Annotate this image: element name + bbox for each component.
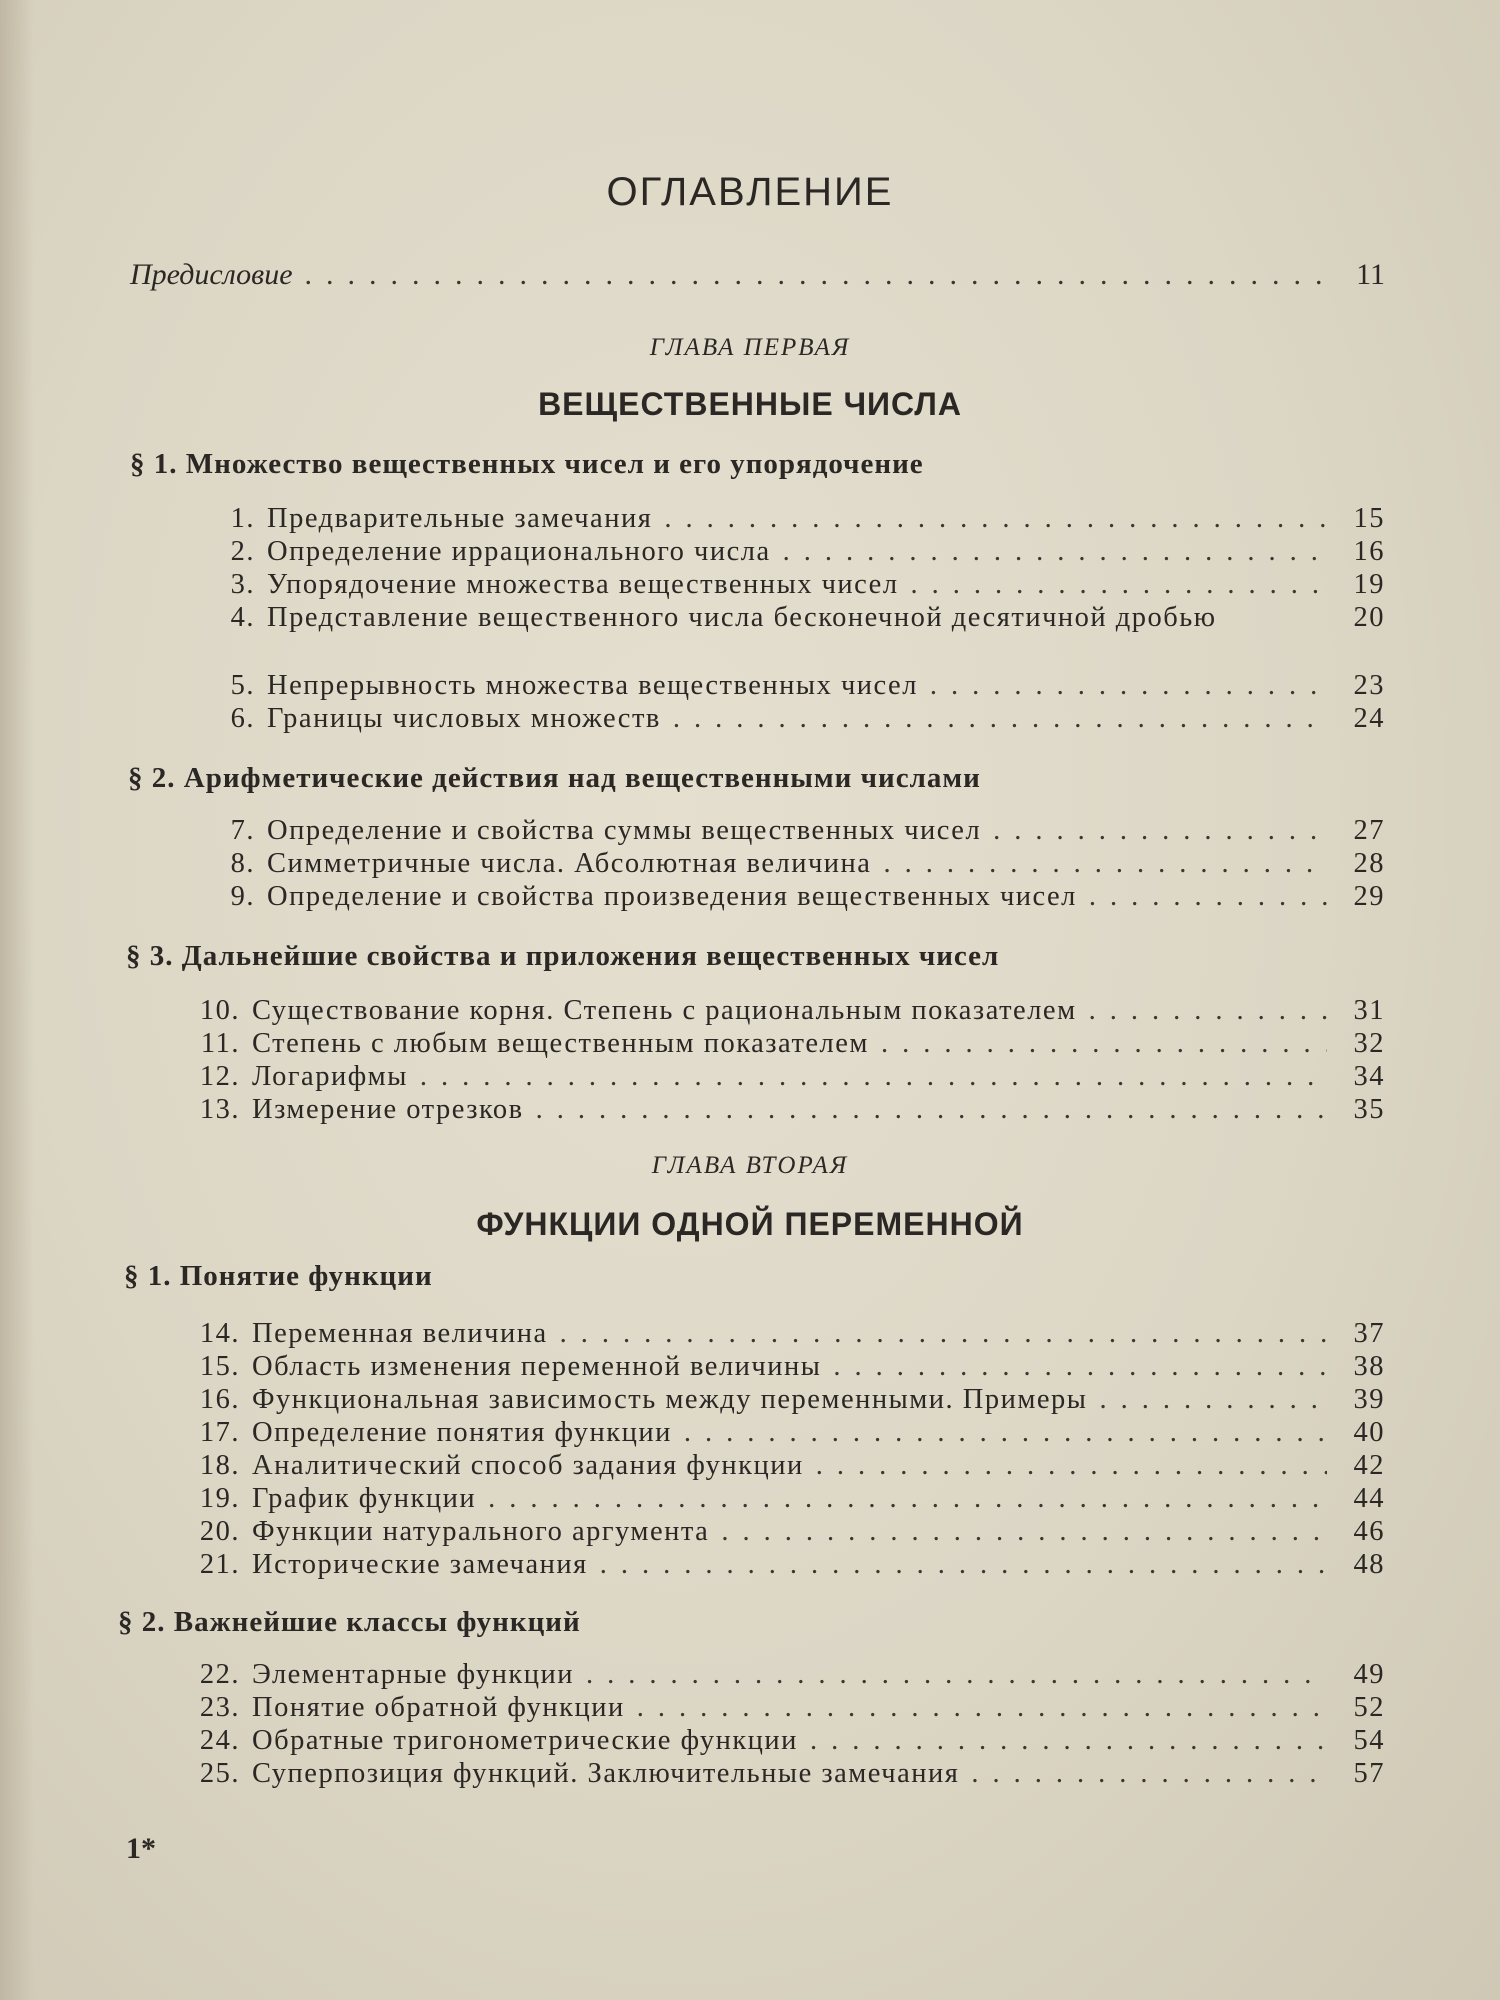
entry-text: Симметричные числа. Абсолютная величина xyxy=(267,848,872,879)
leader-dots xyxy=(881,1028,1327,1060)
leader-dots xyxy=(1089,995,1327,1027)
page-number: 49 xyxy=(1353,1659,1385,1690)
leader-dots xyxy=(816,1450,1327,1482)
toc-entry xyxy=(185,815,1385,847)
page-number: 52 xyxy=(1353,1692,1385,1723)
entry-text: Суперпозиция функций. Заключительные замечания xyxy=(252,1758,960,1789)
page-number: 11 xyxy=(1356,258,1385,291)
page-number: 19 xyxy=(1353,569,1385,600)
entry-text: Границы числовых множеств xyxy=(267,703,661,734)
page-number: 57 xyxy=(1353,1758,1385,1789)
signature-mark: 1* xyxy=(126,1832,156,1865)
leader-dots xyxy=(684,1417,1327,1449)
entry-number: 12. xyxy=(199,1061,240,1092)
entry-text: Понятие обратной функции xyxy=(252,1692,625,1723)
leader-dots xyxy=(1089,881,1327,913)
entry-text: Измерение отрезков xyxy=(252,1094,524,1125)
entry-text: Элементарные функции xyxy=(252,1659,574,1690)
toc-entry xyxy=(170,1450,1385,1482)
section-heading: § 2. Арифметические действия над вещественными числами xyxy=(128,762,981,794)
toc-entry-preface xyxy=(130,258,1385,292)
leader-dots xyxy=(810,1725,1327,1757)
chapter-title: ВЕЩЕСТВЕННЫЕ ЧИСЛА xyxy=(538,386,962,422)
toc-entry xyxy=(170,1725,1385,1757)
entry-number: 17. xyxy=(199,1417,240,1448)
toc-entry xyxy=(185,569,1385,601)
toc-entry xyxy=(170,1692,1385,1724)
toc-entry xyxy=(170,995,1385,1027)
page-number: 29 xyxy=(1353,881,1385,912)
entry-text: Упорядочение множества вещественных чисел xyxy=(267,569,899,600)
leader-dots xyxy=(883,848,1327,880)
toc-entry xyxy=(185,670,1385,702)
leader-dots xyxy=(783,536,1327,568)
entry-number: 24. xyxy=(199,1725,240,1756)
page-number: 15 xyxy=(1353,503,1385,534)
toc-entry xyxy=(170,1351,1385,1383)
leader-dots xyxy=(536,1094,1327,1126)
page-number: 27 xyxy=(1353,815,1385,846)
page-number: 24 xyxy=(1353,703,1385,734)
entry-number: 14. xyxy=(199,1318,240,1349)
toc-entry xyxy=(185,881,1385,913)
entry-text: Аналитический способ задания функции xyxy=(252,1450,804,1481)
section-heading: § 3. Дальнейшие свойства и приложения вещественных чисел xyxy=(126,940,1000,972)
page-number: 37 xyxy=(1353,1318,1385,1349)
entry-number: 15. xyxy=(199,1351,240,1382)
toc-entry xyxy=(170,1061,1385,1093)
section-heading: § 2. Важнейшие классы функций xyxy=(118,1606,581,1638)
toc-entry xyxy=(170,1659,1385,1691)
leader-dots xyxy=(993,815,1327,847)
entry-number: 3. xyxy=(230,569,255,600)
entry-text: Определение иррационального числа xyxy=(267,536,771,567)
leader-dots xyxy=(833,1351,1327,1383)
leader-dots xyxy=(930,670,1327,702)
entry-number: 6. xyxy=(230,703,255,734)
chapter-label: ГЛАВА ПЕРВАЯ xyxy=(649,334,851,361)
entry-text: Определение понятия функции xyxy=(252,1417,672,1448)
leader-dots xyxy=(305,258,1327,292)
leader-dots xyxy=(664,503,1327,535)
entry-number: 7. xyxy=(230,815,255,846)
leader-dots xyxy=(600,1549,1327,1581)
page-number: 48 xyxy=(1353,1549,1385,1580)
page-number: 34 xyxy=(1353,1061,1385,1092)
toc-entry xyxy=(185,703,1385,735)
entry-text: Предисловие xyxy=(130,258,293,291)
entry-number: 4. xyxy=(230,602,255,633)
leader-dots xyxy=(586,1659,1327,1691)
page-number: 54 xyxy=(1353,1725,1385,1756)
section-heading: § 1. Множество вещественных чисел и его упорядочение xyxy=(130,448,924,480)
entry-text: Предварительные замечания xyxy=(267,503,653,534)
toc-entry xyxy=(170,1417,1385,1449)
page-number: 28 xyxy=(1353,848,1385,879)
page-number: 31 xyxy=(1353,995,1385,1026)
toc-entry xyxy=(170,1483,1385,1515)
toc-entry xyxy=(170,1758,1385,1790)
chapter-title: ФУНКЦИИ ОДНОЙ ПЕРЕМЕННОЙ xyxy=(476,1206,1024,1242)
entry-number: 23. xyxy=(199,1692,240,1723)
toc-title: ОГЛАВЛЕНИЕ xyxy=(606,170,894,214)
entry-number: 16. xyxy=(199,1384,240,1415)
entry-number: 19. xyxy=(199,1483,240,1514)
leader-dots xyxy=(721,1516,1327,1548)
page-number: 44 xyxy=(1353,1483,1385,1514)
entry-text: Функциональная зависимость между переменными. Примеры xyxy=(252,1384,1088,1415)
leader-dots xyxy=(420,1061,1327,1093)
page-number: 46 xyxy=(1353,1516,1385,1547)
leader-dots xyxy=(488,1483,1327,1515)
entry-number: 20. xyxy=(199,1516,240,1547)
entry-text: Степень с любым вещественным показателем xyxy=(252,1028,869,1059)
section-heading: § 1. Понятие функции xyxy=(124,1260,433,1292)
entry-text: График функции xyxy=(252,1483,477,1514)
entry-text: Обратные тригонометрические функции xyxy=(252,1725,798,1756)
page-number: 32 xyxy=(1353,1028,1385,1059)
entry-number: 11. xyxy=(200,1028,240,1059)
entry-text: Функции натурального аргумента xyxy=(252,1516,710,1547)
toc-entry xyxy=(185,848,1385,880)
entry-text: Существование корня. Степень с рациональным показателем xyxy=(252,995,1077,1026)
page-number: 39 xyxy=(1353,1384,1385,1415)
toc-entry xyxy=(185,536,1385,568)
entry-number: 13. xyxy=(199,1094,240,1125)
entry-number: 21. xyxy=(199,1549,240,1580)
entry-number: 10. xyxy=(199,995,240,1026)
entry-number: 2. xyxy=(230,536,255,567)
entry-number: 1. xyxy=(230,503,255,534)
leader-dots xyxy=(971,1758,1327,1790)
entry-number: 9. xyxy=(230,881,255,912)
entry-text: Область изменения переменной величины xyxy=(252,1351,822,1382)
leader-dots xyxy=(1099,1384,1327,1416)
entry-number: 25. xyxy=(199,1758,240,1789)
page-number: 38 xyxy=(1353,1351,1385,1382)
page-spine-shadow xyxy=(0,0,34,2000)
entry-text: Определение и свойства суммы вещественных чисел xyxy=(267,815,982,846)
toc-entry xyxy=(170,1549,1385,1581)
toc-entry xyxy=(185,503,1385,535)
entry-number: 8. xyxy=(230,848,255,879)
toc-entry xyxy=(170,1384,1385,1416)
toc-entry xyxy=(170,1318,1385,1350)
toc-entry xyxy=(170,1516,1385,1548)
leader-dots xyxy=(911,569,1327,601)
entry-text: Логарифмы xyxy=(252,1061,408,1092)
toc-entry xyxy=(170,1094,1385,1126)
entry-text: Представление вещественного числа бесконечной десятичной дробью xyxy=(267,602,1217,633)
page-number: 42 xyxy=(1353,1450,1385,1481)
chapter-label: ГЛАВА ВТОРАЯ xyxy=(651,1152,849,1179)
leader-dots xyxy=(673,703,1327,735)
entry-text: Непрерывность множества вещественных чисел xyxy=(267,670,918,701)
entry-number: 18. xyxy=(199,1450,240,1481)
leader-dots xyxy=(637,1692,1327,1724)
page-number: 16 xyxy=(1353,536,1385,567)
toc-entry xyxy=(185,602,1385,634)
page-number: 40 xyxy=(1353,1417,1385,1448)
entry-number: 22. xyxy=(199,1659,240,1690)
page-number: 23 xyxy=(1353,670,1385,701)
page-number: 35 xyxy=(1353,1094,1385,1125)
entry-number: 5. xyxy=(230,670,255,701)
entry-text: Исторические замечания xyxy=(252,1549,588,1580)
toc-entry xyxy=(170,1028,1385,1060)
leader-dots xyxy=(560,1318,1327,1350)
entry-text: Определение и свойства произведения вещественных чисел xyxy=(267,881,1077,912)
page-number: 20 xyxy=(1353,602,1385,633)
entry-text: Переменная величина xyxy=(252,1318,548,1349)
